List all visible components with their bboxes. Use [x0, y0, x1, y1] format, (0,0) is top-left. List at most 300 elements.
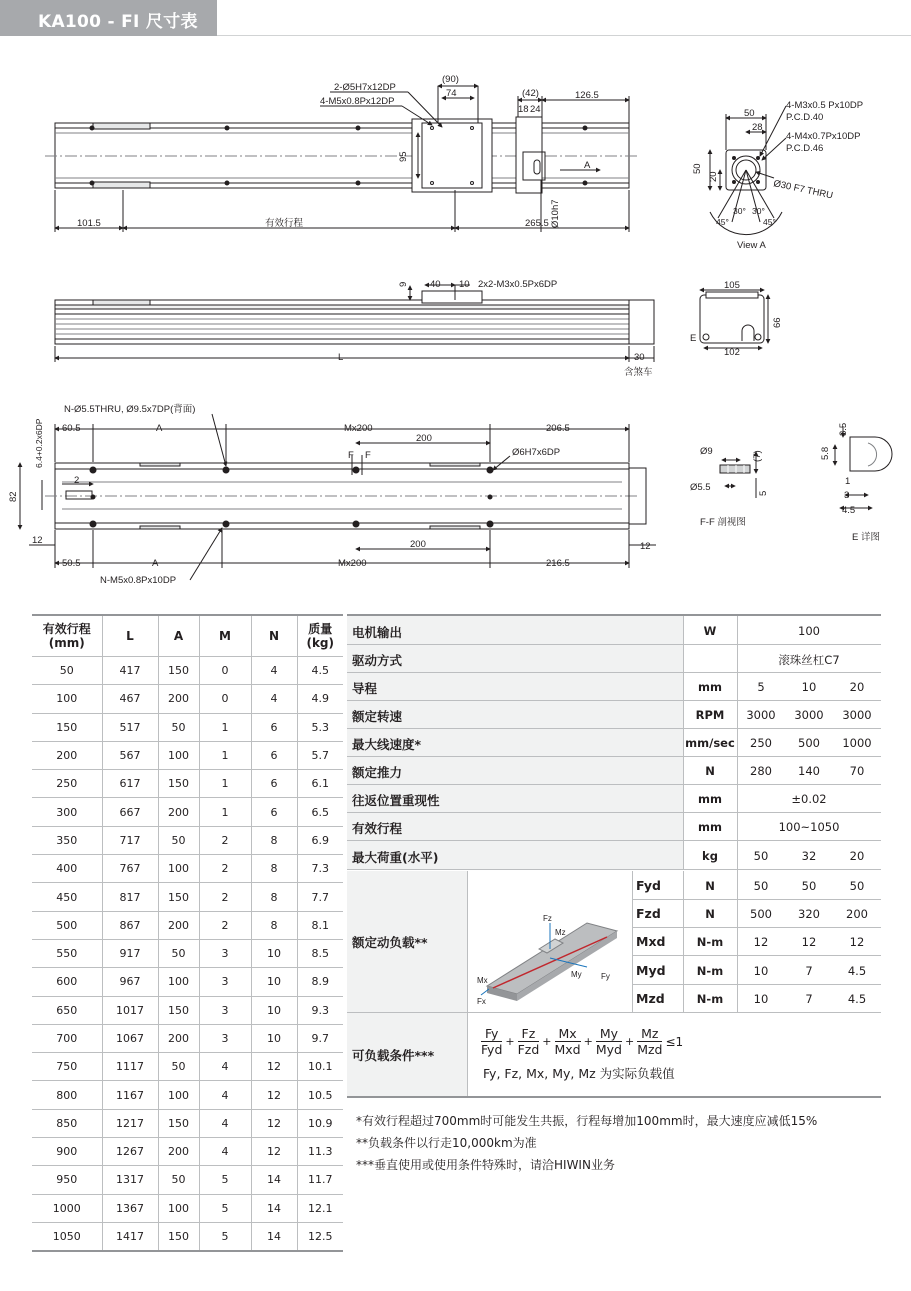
dim-265-5: 265.5: [525, 218, 549, 229]
row-motor: [347, 616, 881, 645]
denominator: Fzd: [517, 1042, 540, 1057]
table-cell: 200: [158, 798, 199, 826]
table-cell: 3: [199, 968, 251, 996]
dim-18: 18: [518, 104, 529, 115]
table-cell: 10: [251, 968, 297, 996]
table-row: [32, 1222, 343, 1251]
load-value: 20: [849, 849, 865, 863]
maxspeed-value: 500: [798, 736, 820, 750]
table-cell: 1417: [102, 1222, 158, 1251]
table-cell: 867: [102, 911, 158, 939]
table-cell: 9.3: [297, 996, 343, 1024]
table-row: [32, 855, 343, 883]
dyn-load-value: 200: [846, 907, 868, 922]
dim-A-bottom: A: [152, 558, 159, 569]
dyn-load-row: [632, 871, 881, 900]
table-cell: 4: [199, 1138, 251, 1166]
denominator: Fyd: [481, 1042, 503, 1057]
dyn-load-value: 4.5: [847, 991, 867, 1006]
table-cell: 5: [199, 1194, 251, 1222]
section-f-left: F: [348, 450, 354, 461]
dyn-load-row: [632, 956, 881, 985]
numerator: Mz: [637, 1026, 662, 1042]
e-4-5: 4.5: [842, 505, 856, 516]
row-stroke: [347, 812, 881, 841]
footnote-1: *有效行程超过700mm时可能发生共振，行程每增加100mm时，最大速度应减低15%: [356, 1114, 818, 1128]
table-cell: 1: [199, 741, 251, 769]
label-drive: 驱动方式: [352, 653, 403, 668]
speed-value: 3000: [746, 708, 776, 722]
dim-pin-holes: 2-Ø5H7x12DP: [334, 82, 396, 93]
table-row: [32, 713, 343, 741]
dim-216-5: 216.5: [546, 558, 570, 569]
axis-fy: Fy: [601, 972, 610, 981]
table-row: [32, 996, 343, 1024]
table-cell: 10: [251, 1024, 297, 1052]
dyn-load-key: Myd: [636, 962, 666, 978]
dim-12-right: 12: [640, 541, 651, 552]
footnote-2: **负载条件以行走10,000km为准: [356, 1136, 537, 1150]
table-cell: 7.3: [297, 855, 343, 883]
table-cell: 8.5: [297, 939, 343, 967]
va-30a: 30°: [733, 206, 746, 216]
header-bar: [0, 0, 217, 36]
table-cell: 767: [102, 855, 158, 883]
dyn-load-value: 10: [753, 963, 769, 978]
table-cell: 9.7: [297, 1024, 343, 1052]
table-cell: 200: [158, 685, 199, 713]
table-cell: 1: [199, 798, 251, 826]
axis-my: My: [571, 970, 582, 979]
table-cell: 950: [32, 1166, 102, 1194]
table-cell: 12: [251, 1138, 297, 1166]
table-row: [32, 883, 343, 911]
axis-mx: Mx: [477, 976, 488, 985]
table-cell: 8.9: [297, 968, 343, 996]
unit-motor: W: [703, 624, 717, 638]
row-lead: [347, 672, 881, 701]
table-cell: 100: [32, 685, 102, 713]
table-cell: 717: [102, 826, 158, 854]
table-cell: 6.9: [297, 826, 343, 854]
dim-101-5: 101.5: [77, 218, 101, 229]
table-cell: 1067: [102, 1024, 158, 1052]
table-cell: 50: [32, 657, 102, 685]
table-cell: 500: [32, 911, 102, 939]
table-cell: 4: [251, 685, 297, 713]
table-cell: 50: [158, 1166, 199, 1194]
va-m3: 4-M3x0.5 Px10DP: [786, 100, 864, 111]
table-cell: 2: [199, 911, 251, 939]
table-cell: 800: [32, 1081, 102, 1109]
table-cell: 100: [158, 1194, 199, 1222]
condition-note: Fy, Fz, Mx, My, Mz 为实际负载值: [483, 1066, 675, 1081]
dyn-load-value: 50: [849, 879, 865, 893]
e-3-5: 3.5: [838, 422, 849, 436]
dim-tapped-holes: 4-M5x0.8Px12DP: [320, 96, 395, 107]
label-motor: 电机输出: [352, 625, 403, 640]
load-value: 32: [801, 849, 817, 863]
plus-sign: +: [542, 1035, 552, 1048]
e-title: E 详图: [852, 532, 880, 543]
va-20: 20: [708, 171, 719, 182]
plus-sign: +: [505, 1035, 515, 1048]
col-A: A: [158, 615, 199, 657]
va-45b: 45°: [763, 217, 776, 227]
row-load: [347, 841, 881, 870]
row-drive: [347, 644, 881, 673]
table-cell: 250: [32, 770, 102, 798]
table-cell: 3: [199, 996, 251, 1024]
label-maxspeed: 最大线速度*: [352, 737, 422, 752]
fraction: [596, 1026, 622, 1057]
table-cell: 600: [32, 968, 102, 996]
dim-126-5: 126.5: [575, 90, 599, 101]
lead-10: 10: [801, 680, 817, 694]
table-cell: 0: [199, 685, 251, 713]
va-45a: 45°: [716, 217, 729, 227]
dim-95: 95: [398, 151, 409, 162]
dim-thru-holes: N-Ø5.5THRU, Ø9.5x7DP(背面): [64, 404, 196, 415]
fraction: [637, 1026, 662, 1057]
dim-A-top: A: [156, 423, 163, 434]
label-speed: 额定转速: [352, 709, 403, 724]
table-cell: 14: [251, 1166, 297, 1194]
header-rule: [217, 35, 911, 36]
dyn-load-key: Mzd: [636, 990, 665, 1006]
ff-5: 5: [758, 490, 769, 496]
axis-mz: Mz: [555, 928, 566, 937]
table-cell: 700: [32, 1024, 102, 1052]
col-stroke: 有效行程 (mm): [42, 622, 91, 650]
ff-title: F-F 剖视图: [700, 517, 746, 528]
table-cell: 750: [32, 1053, 102, 1081]
value-repeat: ±0.02: [791, 792, 827, 806]
table-cell: 12.5: [297, 1222, 343, 1251]
table-cell: 200: [158, 911, 199, 939]
numerator: Fy: [481, 1026, 502, 1042]
table-cell: 8: [251, 826, 297, 854]
e-5-8: 5.8: [820, 446, 831, 460]
table-cell: 200: [158, 1024, 199, 1052]
dyn-load-value: 4.5: [847, 963, 867, 978]
table-cell: 100: [158, 741, 199, 769]
detail-e-marker: E: [690, 333, 697, 344]
table-cell: 8: [251, 883, 297, 911]
table-cell: 550: [32, 939, 102, 967]
table-cell: 10.9: [297, 1109, 343, 1137]
table-cell: 1: [199, 770, 251, 798]
table-cell: 2: [199, 855, 251, 883]
dyn-load-row: [632, 984, 881, 1013]
dyn-load-row: [632, 927, 881, 956]
side-view: [55, 285, 768, 362]
thrust-value: 70: [849, 764, 865, 778]
table-cell: 10.1: [297, 1053, 343, 1081]
table-cell: 5: [199, 1222, 251, 1251]
table-cell: 14: [251, 1222, 297, 1251]
dim-side-holes: 2x2-M3x0.5Px6DP: [478, 279, 558, 290]
table-cell: 917: [102, 939, 158, 967]
dim-40: 40: [430, 279, 441, 290]
table-cell: 667: [102, 798, 158, 826]
axis-fx: Fx: [477, 997, 486, 1006]
table-cell: 4: [199, 1081, 251, 1109]
size-table: [32, 614, 343, 1252]
label-lead: 导程: [352, 681, 378, 696]
table-row: [32, 1109, 343, 1137]
value-stroke: 100~1050: [778, 820, 840, 834]
dyn-load-value: 10: [753, 991, 769, 1006]
table-row: [32, 770, 343, 798]
speed-value: 3000: [794, 708, 824, 722]
table-cell: 650: [32, 996, 102, 1024]
table-cell: 150: [158, 657, 199, 685]
denominator: Mzd: [637, 1042, 663, 1057]
table-cell: 8: [251, 855, 297, 883]
axis-fz: Fz: [543, 914, 552, 923]
table-row: [32, 798, 343, 826]
table-row: [32, 1166, 343, 1194]
table-cell: 200: [158, 1138, 199, 1166]
table-cell: 8: [251, 911, 297, 939]
table-row: [32, 939, 343, 967]
dim-74: 74: [446, 88, 457, 99]
table-cell: 6.1: [297, 770, 343, 798]
table-cell: 4.5: [297, 657, 343, 685]
table-cell: 14: [251, 1194, 297, 1222]
table-cell: 350: [32, 826, 102, 854]
table-cell: 3: [199, 1024, 251, 1052]
denominator: Mxd: [554, 1042, 581, 1057]
dim-42: (42): [522, 88, 539, 99]
maxspeed-value: 1000: [842, 736, 872, 750]
table-cell: 7.7: [297, 883, 343, 911]
dim-mx200-bottom: Mx200: [338, 558, 367, 569]
dim-90: (90): [442, 74, 459, 85]
va-bore: Ø30 F7 THRU: [772, 178, 834, 202]
table-cell: 11.3: [297, 1138, 343, 1166]
table-cell: 10.5: [297, 1081, 343, 1109]
dim-10: 10: [459, 279, 470, 290]
table-cell: 6: [251, 741, 297, 769]
dyn-load-value: 12: [849, 935, 865, 950]
dim-24: 24: [530, 104, 541, 115]
dim-60-5: 60.5: [62, 423, 81, 434]
table-cell: 5: [199, 1166, 251, 1194]
dyn-load-value: 12: [753, 935, 769, 950]
fraction: [555, 1026, 581, 1057]
dim-12-left: 12: [32, 535, 43, 546]
table-cell: 100: [158, 968, 199, 996]
table-cell: 1017: [102, 996, 158, 1024]
row-repeat: [347, 784, 881, 813]
dyn-load-value: 7: [805, 963, 813, 978]
numerator: My: [596, 1026, 622, 1042]
table-cell: 400: [32, 855, 102, 883]
unit-thrust: N: [705, 764, 715, 778]
va-pcd46: P.C.D.46: [786, 143, 824, 154]
dyn-load-unit: N: [705, 907, 715, 922]
denominator: Myd: [595, 1042, 622, 1057]
table-cell: 2: [199, 826, 251, 854]
table-row: [32, 657, 343, 685]
unit-stroke: mm: [698, 820, 722, 834]
table-cell: 4: [199, 1109, 251, 1137]
table-cell: 5.3: [297, 713, 343, 741]
table-cell: 10: [251, 996, 297, 1024]
dim-30: 30: [634, 352, 645, 363]
dyn-load-unit: N-m: [696, 963, 724, 978]
dim-105: 105: [724, 280, 740, 291]
table-cell: 1167: [102, 1081, 158, 1109]
condition-formula: [481, 1026, 683, 1057]
fraction: [481, 1026, 502, 1057]
table-cell: 150: [32, 713, 102, 741]
table-row: [32, 1024, 343, 1052]
dim-2: 2: [74, 475, 80, 486]
table-cell: 6: [251, 713, 297, 741]
table-cell: 150: [158, 770, 199, 798]
va-pcd40: P.C.D.40: [786, 112, 824, 123]
table-cell: 900: [32, 1138, 102, 1166]
numerator: Mx: [555, 1026, 581, 1042]
dyn-load-value: 500: [750, 907, 772, 922]
thrust-value: 140: [798, 764, 820, 778]
dyn-load-key: Mxd: [636, 934, 666, 950]
va-50: 50: [744, 108, 755, 119]
table-cell: 1367: [102, 1194, 158, 1222]
brake-note: 含煞车: [624, 367, 653, 378]
dim-L: L: [338, 352, 344, 363]
plus-sign: +: [583, 1035, 593, 1048]
label-thrust: 额定推力: [352, 765, 403, 780]
row-speed: [347, 700, 881, 729]
dim-slot: 6.4+0.2x6DP: [34, 418, 44, 468]
dyn-load-unit: N-m: [696, 991, 724, 1006]
table-cell: 1050: [32, 1222, 102, 1251]
dimension-drawing: [0, 40, 911, 586]
table-cell: 967: [102, 968, 158, 996]
e-1: 1: [845, 476, 851, 487]
dyn-load-value: 50: [801, 879, 817, 893]
dyn-load-unit: N-m: [696, 935, 724, 950]
table-cell: 4.9: [297, 685, 343, 713]
table-row: [32, 968, 343, 996]
label-stroke: 有效行程: [352, 821, 403, 836]
table-cell: 150: [158, 1222, 199, 1251]
col-M: M: [199, 615, 251, 657]
speed-value: 3000: [842, 708, 872, 722]
label-condition: 可负载条件***: [352, 1048, 435, 1063]
table-cell: 12: [251, 1053, 297, 1081]
table-cell: 100: [158, 1081, 199, 1109]
table-cell: 1217: [102, 1109, 158, 1137]
table-cell: 567: [102, 741, 158, 769]
table-cell: 1117: [102, 1053, 158, 1081]
ff-7: (7): [752, 450, 763, 462]
table-cell: 4: [199, 1053, 251, 1081]
load-value: 50: [753, 849, 769, 863]
table-cell: 4: [251, 657, 297, 685]
unit-maxspeed: mm/sec: [685, 736, 735, 750]
table-cell: 12: [251, 1081, 297, 1109]
table-row: [32, 1053, 343, 1081]
dyn-load-key: Fyd: [636, 878, 661, 893]
view-a: [710, 106, 786, 235]
table-cell: 1317: [102, 1166, 158, 1194]
table-row: [32, 1081, 343, 1109]
section-f-right: F: [365, 450, 371, 461]
dim-200-bottom: 200: [410, 539, 426, 550]
table-cell: 50: [158, 939, 199, 967]
dim-stroke: 有效行程: [265, 218, 304, 229]
label-dyn-load: 额定动负载**: [352, 935, 428, 950]
table-cell: 617: [102, 770, 158, 798]
dyn-load-row: [632, 899, 881, 928]
lead-20: 20: [849, 680, 865, 694]
le-one: ≤1: [665, 1034, 684, 1049]
dim-dowel: Ø6H7x6DP: [512, 447, 561, 458]
table-cell: 200: [32, 741, 102, 769]
table-cell: 6.5: [297, 798, 343, 826]
table-cell: 300: [32, 798, 102, 826]
plus-sign: +: [624, 1035, 635, 1048]
numerator: Fz: [518, 1026, 540, 1042]
va-28: 28: [752, 122, 763, 133]
table-cell: 12.1: [297, 1194, 343, 1222]
footnote-3: ***垂直使用或使用条件特殊时，请洽HIWIN业务: [356, 1158, 615, 1172]
table-cell: 12: [251, 1109, 297, 1137]
load-axes-diagram: [467, 871, 632, 1012]
table-cell: 3: [199, 939, 251, 967]
label-load: 最大荷重(水平): [352, 850, 439, 865]
row-maxspeed: [347, 728, 881, 757]
table-cell: 11.7: [297, 1166, 343, 1194]
view-a-title: View A: [737, 240, 766, 251]
dim-206-5: 206.5: [546, 423, 570, 434]
dyn-load-unit: N: [705, 879, 715, 893]
table-row: [32, 1138, 343, 1166]
unit-load: kg: [702, 849, 718, 863]
dyn-load-value: 12: [801, 935, 817, 950]
table-cell: 5.7: [297, 741, 343, 769]
dim-102: 102: [724, 347, 740, 358]
table-cell: 50: [158, 826, 199, 854]
va-m4: 4-M4x0.7Px10DP: [786, 131, 861, 142]
table-cell: 100: [158, 855, 199, 883]
dim-9: 9: [398, 281, 409, 287]
unit-lead: mm: [698, 680, 722, 694]
thrust-value: 280: [750, 764, 772, 778]
table-cell: 50: [158, 713, 199, 741]
table-cell: 417: [102, 657, 158, 685]
table-cell: 450: [32, 883, 102, 911]
table-row: [32, 826, 343, 854]
table-cell: 850: [32, 1109, 102, 1137]
maxspeed-value: 250: [750, 736, 772, 750]
table-cell: 150: [158, 1109, 199, 1137]
unit-speed: RPM: [695, 708, 725, 722]
footnotes: [356, 1110, 817, 1176]
table-cell: 6: [251, 770, 297, 798]
table-cell: 50: [158, 1053, 199, 1081]
dyn-load-value: 320: [798, 907, 820, 922]
value-drive: 滚珠丝杠C7: [778, 653, 840, 667]
dyn-load-key: Fzd: [636, 906, 661, 922]
ff-dia9: Ø9: [700, 446, 713, 457]
table-row: [32, 685, 343, 713]
